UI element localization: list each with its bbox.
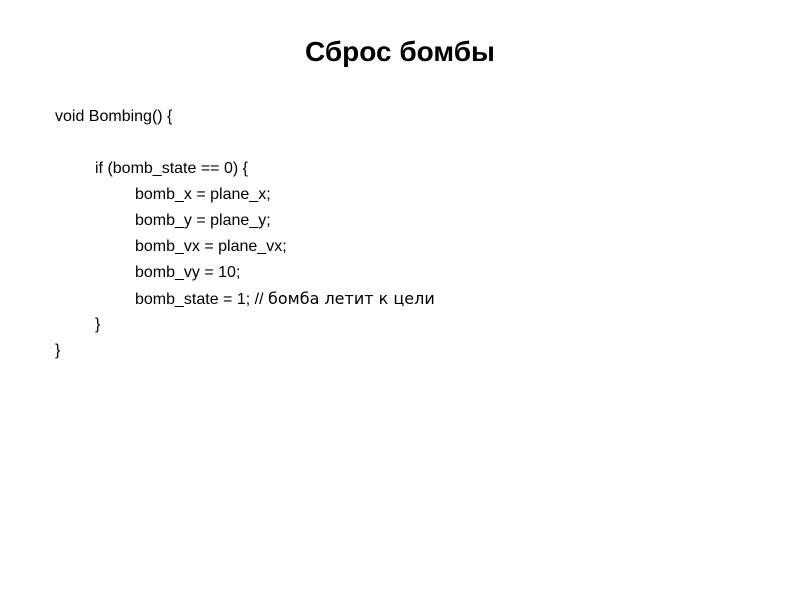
code-line-bomb-y: bomb_y = plane_y; bbox=[135, 212, 271, 229]
code-comment: бомба летит к цели bbox=[267, 289, 435, 308]
code-line-blank bbox=[55, 130, 755, 156]
code-line-function-signature: void Bombing() { bbox=[55, 108, 173, 125]
code-line-bomb-vx: bomb_vx = plane_vx; bbox=[135, 238, 287, 255]
code-line-bomb-vy: bomb_vy = 10; bbox=[135, 264, 241, 281]
code-line-function-close-brace: } bbox=[55, 342, 61, 359]
code-line-bomb-state-code: bomb_state = 1; // bbox=[135, 291, 268, 308]
code-line-if-statement: if (bomb_state == 0) { bbox=[95, 160, 248, 177]
code-line-bomb-x: bomb_x = plane_x; bbox=[135, 186, 271, 203]
code-line-bomb-state bbox=[55, 286, 755, 312]
slide-title: Сброс бомбы bbox=[305, 36, 495, 67]
code-block bbox=[55, 104, 755, 364]
code-line-if-close-brace: } bbox=[95, 316, 101, 333]
